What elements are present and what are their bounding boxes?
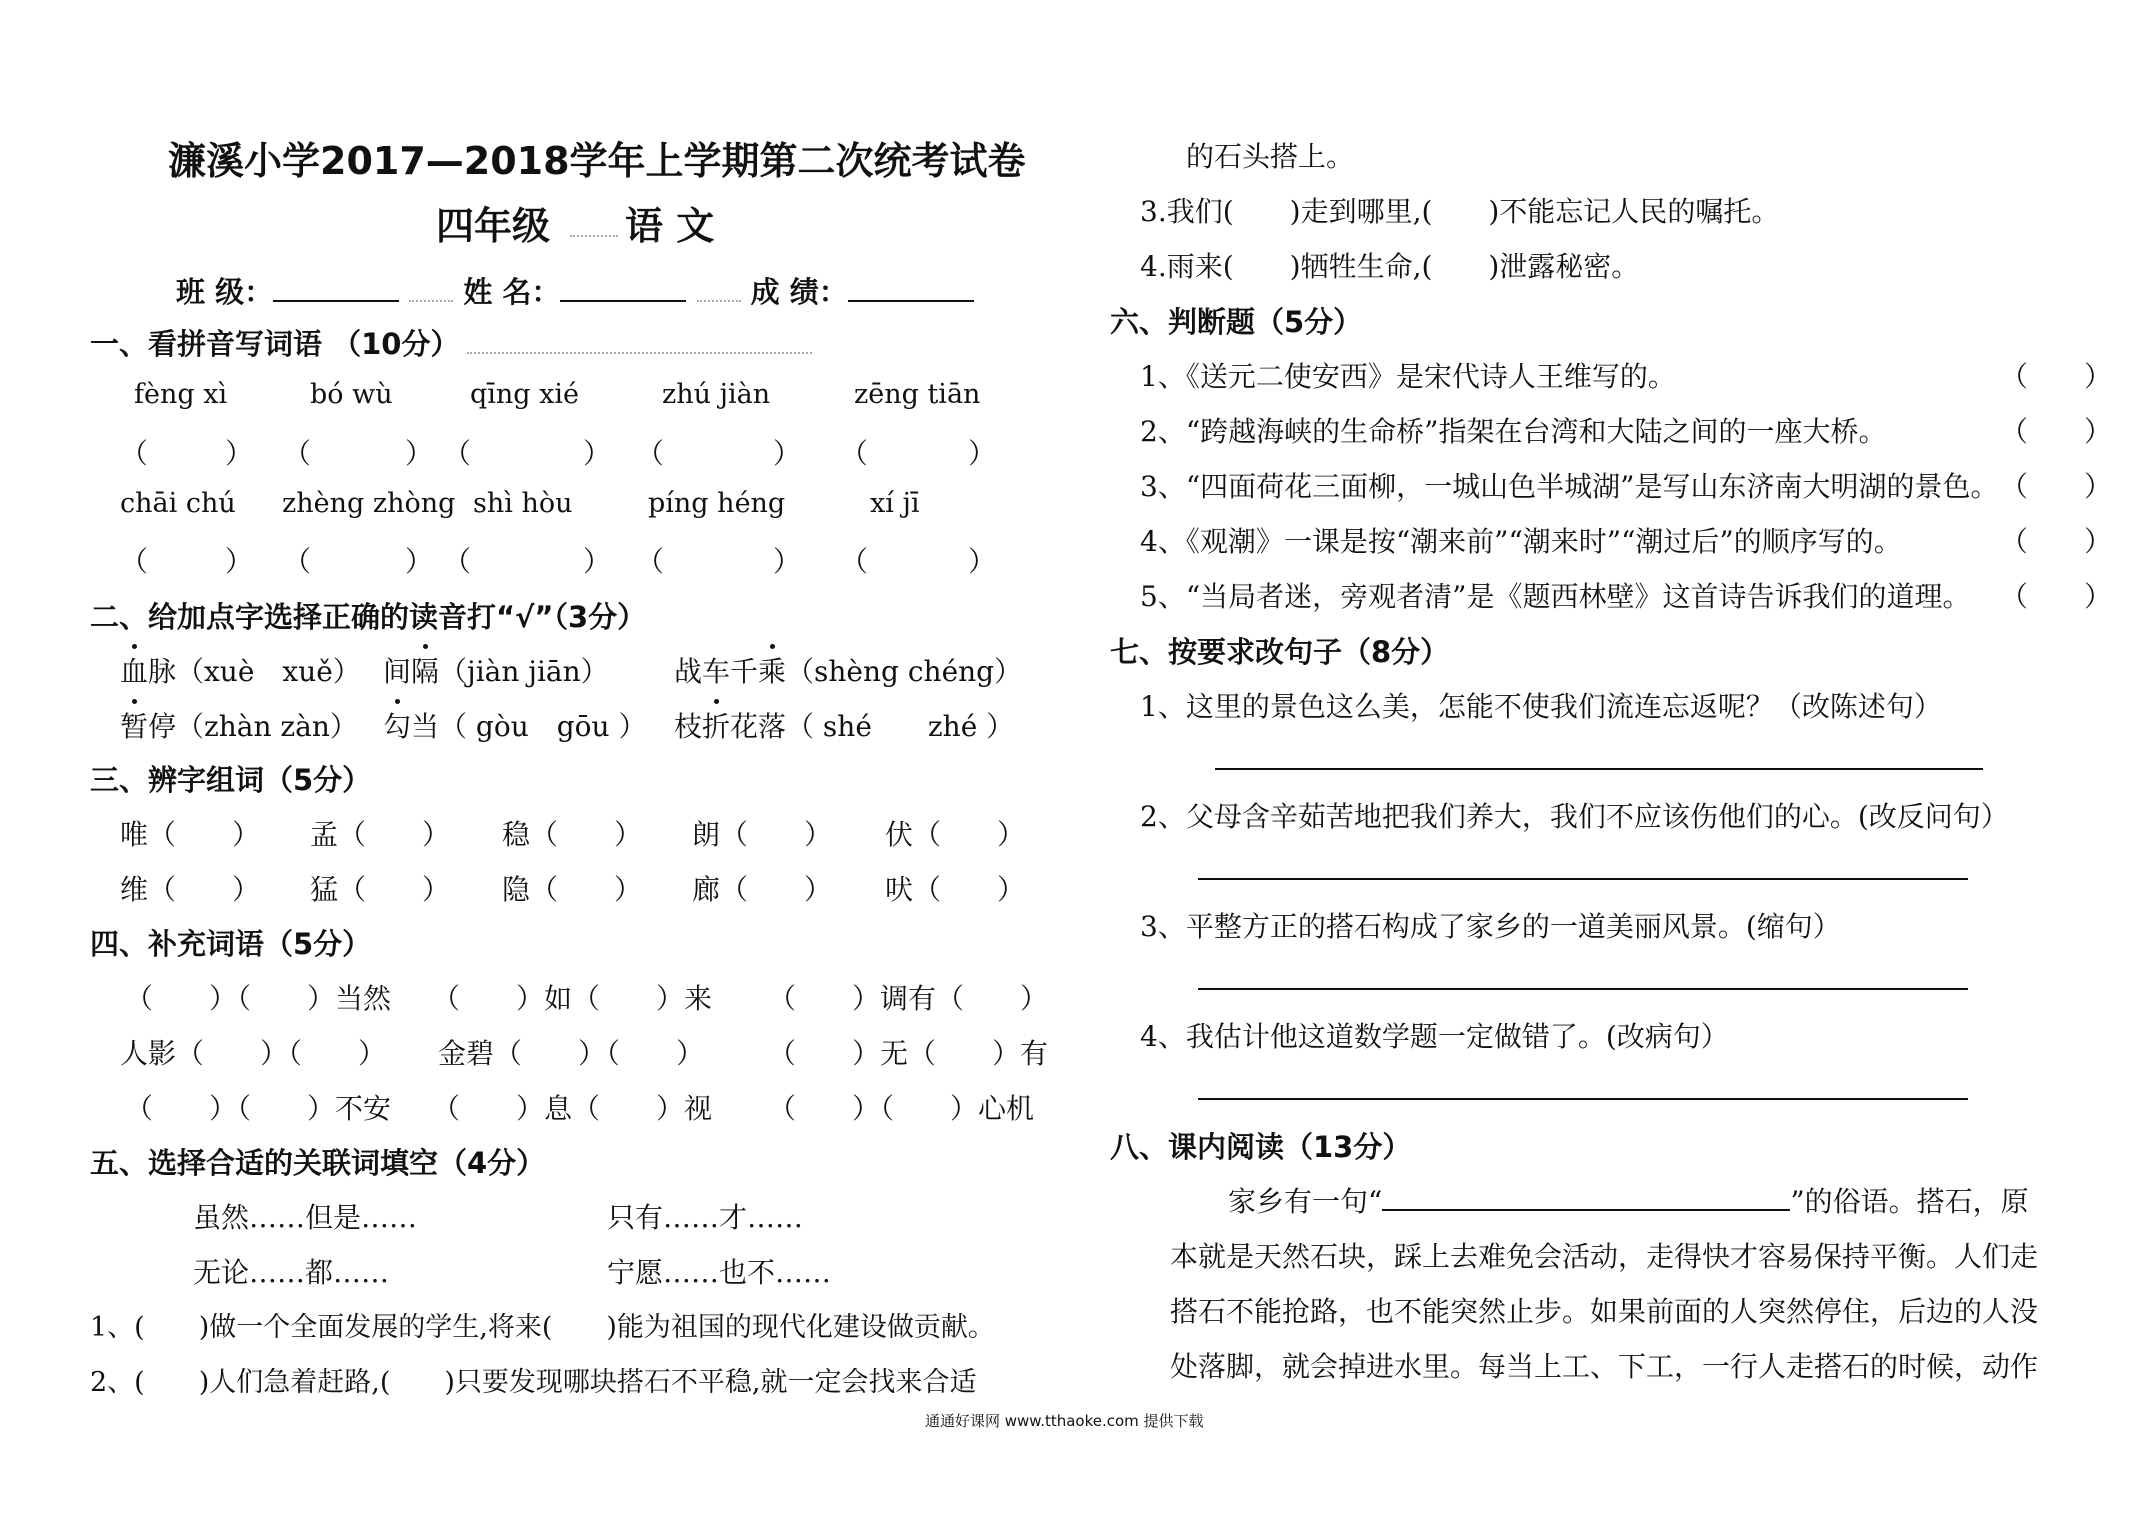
judgment-answer[interactable]: （ ） — [2000, 415, 2113, 448]
answer-paren[interactable]: ） — [583, 545, 612, 578]
judgment-item: 2、“跨越海峡的生命桥”指架在台湾和大陆之间的一座大桥。 — [1140, 415, 1887, 448]
word-group-item[interactable]: 猛（ ） — [310, 873, 451, 906]
judgment-item: 1、《送元二使安西》是宋代诗人王维写的。 — [1140, 360, 1676, 393]
reading-choice[interactable]: 间隔（jiàn jiān） — [383, 650, 609, 690]
reading-choice[interactable]: 血脉（xuè xuě） — [120, 650, 361, 690]
word-group-item[interactable]: 伏（ ） — [885, 818, 1026, 851]
judgment-item: 4、《观潮》一课是按“潮来前”“潮来时”“潮过后”的顺序写的。 — [1140, 525, 1902, 558]
word-group-item[interactable]: 维（ ） — [120, 873, 261, 906]
answer-paren[interactable]: ） — [225, 437, 254, 470]
answer-paren[interactable]: （ — [443, 545, 472, 578]
idiom-item[interactable]: （ ）（ ）心机 — [768, 1092, 1035, 1125]
judgment-answer[interactable]: （ ） — [2000, 470, 2113, 503]
reading-line: 处落脚，就会掉进水里。每当上工、下工，一行人走搭石的时候，动作 — [1170, 1350, 2039, 1383]
pinyin-item: píng héng — [648, 488, 786, 519]
pinyin-item: chāi chú — [120, 488, 236, 519]
answer-paren[interactable]: ） — [773, 545, 802, 578]
idiom-item[interactable]: 人影（ ）（ ） — [120, 1037, 387, 1070]
answer-paren[interactable]: ） — [968, 545, 997, 578]
section5-heading: 五、选择合适的关联词填空（4分） — [90, 1146, 546, 1180]
answer-paren[interactable]: （ — [120, 545, 149, 578]
reading-choice[interactable]: 战车千乘（shèng chéng） — [674, 650, 1022, 690]
answer-paren[interactable]: ） — [405, 437, 434, 470]
answer-paren[interactable]: ） — [968, 437, 997, 470]
section2-heading: 二、给加点字选择正确的读音打“√”（3分） — [90, 600, 647, 634]
answer-line[interactable] — [1198, 988, 1968, 990]
answer-paren[interactable]: （ — [443, 437, 472, 470]
idiom-item[interactable]: （ ）如（ ）来 — [432, 982, 713, 1015]
answer-paren[interactable]: ） — [773, 437, 802, 470]
word-group-item[interactable]: 廊（ ） — [692, 873, 833, 906]
class-field[interactable] — [273, 300, 399, 302]
answer-paren[interactable]: （ — [840, 545, 869, 578]
section4-heading: 四、补充词语（5分） — [90, 927, 372, 961]
idiom-item[interactable]: （ ）调有（ ） — [768, 982, 1049, 1015]
answer-paren[interactable]: （ — [283, 545, 312, 578]
answer-paren[interactable]: （ — [120, 437, 149, 470]
pinyin-item: zhèng zhòng — [282, 488, 456, 519]
student-info-row — [176, 270, 974, 311]
word-group-item[interactable]: 稳（ ） — [502, 818, 643, 851]
pinyin-item: zhú jiàn — [662, 379, 771, 410]
answer-paren[interactable]: ） — [225, 545, 254, 578]
class-label: 班 级： — [176, 275, 274, 309]
conjunction-option: 宁愿……也不…… — [607, 1256, 832, 1289]
answer-paren[interactable]: ） — [405, 545, 434, 578]
idiom-item[interactable]: （ ）无（ ）有 — [768, 1037, 1049, 1070]
idiom-item[interactable]: 金碧（ ）（ ） — [438, 1037, 705, 1070]
pinyin-item: fèng xì — [134, 379, 228, 410]
word-group-item[interactable]: 朗（ ） — [692, 818, 833, 851]
section6-heading: 六、判断题（5分） — [1110, 305, 1363, 339]
answer-paren[interactable]: （ — [636, 545, 665, 578]
name-field[interactable] — [560, 300, 686, 302]
conjunction-question-cont: 的石头搭上。 — [1186, 140, 1355, 173]
conjunction-option: 无论……都…… — [193, 1256, 390, 1289]
reading-intro: 家乡有一句“ ”的俗语。搭石，原 — [1228, 1185, 2029, 1218]
rewrite-item: 3、平整方正的搭石构成了家乡的一道美丽风景。(缩句） — [1140, 910, 1841, 943]
judgment-answer[interactable]: （ ） — [2000, 525, 2113, 558]
conjunction-option: 虽然……但是…… — [193, 1201, 418, 1234]
reading-choice[interactable]: 暂停（zhàn zàn） — [120, 705, 358, 745]
answer-paren[interactable]: ） — [583, 437, 612, 470]
footer-source: 通通好课网 www.tthaoke.com 提供下载 — [925, 1412, 1204, 1430]
conjunction-question[interactable]: 4.雨来( )牺牲生命,( )泄露秘密。 — [1140, 250, 1640, 283]
reading-line: 本就是天然石块，踩上去难免会活动，走得快才容易保持平衡。人们走 — [1170, 1240, 2039, 1273]
grade-label: 四年级 — [436, 204, 551, 248]
idiom-item[interactable]: （ ）（ ）不安 — [125, 1092, 392, 1125]
answer-line[interactable] — [1198, 1098, 1968, 1100]
pinyin-item: xí jī — [870, 488, 920, 519]
rewrite-item: 4、我估计他这道数学题一定做错了。(改病句） — [1140, 1020, 1729, 1053]
score-label: 成 绩： — [750, 275, 848, 309]
reading-choice[interactable]: 枝折花落（ shé zhé ） — [674, 705, 1014, 745]
pinyin-item: zēng tiān — [854, 379, 981, 410]
conjunction-question[interactable]: 1、( )做一个全面发展的学生,将来( )能为祖国的现代化建设做贡献。 — [90, 1312, 995, 1343]
section8-heading: 八、课内阅读（13分） — [1110, 1130, 1412, 1164]
pinyin-item: bó wù — [310, 379, 393, 410]
pinyin-item: qīng xié — [470, 379, 580, 410]
answer-paren[interactable]: （ — [636, 437, 665, 470]
word-group-item[interactable]: 隐（ ） — [502, 873, 643, 906]
conjunction-question[interactable]: 2、( )人们急着赶路,( )只要发现哪块搭石不平稳,就一定会找来合适 — [90, 1367, 977, 1398]
reading-line: 搭石不能抢路，也不能突然止步。如果前面的人突然停住，后边的人没 — [1170, 1295, 2039, 1328]
grade-dots — [570, 222, 618, 241]
proverb-blank[interactable] — [1382, 1209, 1790, 1211]
reading-choice[interactable]: 勾当（ gòu gōu ） — [383, 705, 646, 745]
score-field[interactable] — [848, 300, 974, 302]
answer-paren[interactable]: （ — [283, 437, 312, 470]
answer-paren[interactable]: （ — [840, 437, 869, 470]
section1-heading: 一、看拼音写词语 （10分） — [90, 322, 812, 363]
judgment-answer[interactable]: （ ） — [2000, 580, 2113, 613]
word-group-item[interactable]: 孟（ ） — [310, 818, 451, 851]
section3-heading: 三、辨字组词（5分） — [90, 763, 372, 797]
word-group-item[interactable]: 吠（ ） — [885, 873, 1026, 906]
conjunction-question[interactable]: 3.我们( )走到哪里,( )不能忘记人民的嘱托。 — [1140, 195, 1780, 228]
answer-line[interactable] — [1198, 878, 1968, 880]
judgment-item: 3、“四面荷花三面柳，一城山色半城湖”是写山东济南大明湖的景色。 — [1140, 470, 1999, 503]
idiom-item[interactable]: （ ）息（ ）视 — [432, 1092, 713, 1125]
exam-title: 濂溪小学2017—2018学年上学期第二次统考试卷 — [168, 139, 1026, 183]
answer-line[interactable] — [1215, 768, 1983, 770]
rewrite-item: 1、这里的景色这么美，怎能不使我们流连忘返呢？（改陈述句） — [1140, 690, 1942, 723]
section7-heading: 七、按要求改句子（8分） — [1110, 635, 1450, 669]
idiom-item[interactable]: （ ）（ ）当然 — [125, 982, 392, 1015]
word-group-item[interactable]: 唯（ ） — [120, 818, 261, 851]
pinyin-item: shì hòu — [473, 488, 573, 519]
judgment-item: 5、“当局者迷，旁观者清”是《题西林壁》这首诗告诉我们的道理。 — [1140, 580, 1971, 613]
conjunction-option: 只有……才…… — [607, 1201, 804, 1234]
subject-label: 语 文 — [625, 204, 715, 248]
name-label: 姓 名： — [463, 275, 561, 309]
judgment-answer[interactable]: （ ） — [2000, 360, 2113, 393]
rewrite-item: 2、父母含辛茹苦地把我们养大，我们不应该伤他们的心。(改反问句） — [1140, 800, 2009, 833]
